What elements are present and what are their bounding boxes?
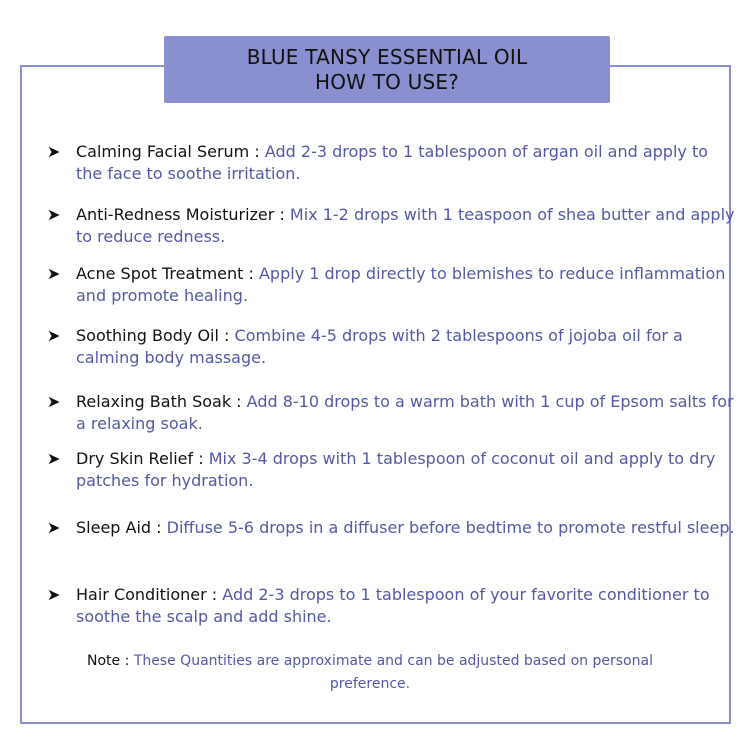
item-label: Acne Spot Treatment : [76,264,254,283]
item-description: Add 2-3 drops to 1 tablespoon of your favorite conditioner to soothe the scalp and add shine. [76,585,710,626]
item-description: Add 2-3 drops to 1 tablespoon of argan oil and apply to the face to soothe irritation. [76,142,709,183]
arrowhead-bullet-icon: ➤ [47,326,61,345]
item-description: Apply 1 drop directly to blemishes to reduce inflammation and promote healing. [76,264,726,305]
arrowhead-bullet-icon: ➤ [47,518,61,537]
arrowhead-bullet-icon: ➤ [47,585,61,604]
title-line-2: HOW TO USE? [314,70,460,94]
title-line-1: BLUE TANSY ESSENTIAL OIL [246,45,528,69]
item-label: Soothing Body Oil : [76,326,230,345]
item-description: Combine 4-5 drops with 2 tablespoons of jojoba oil for a calming body massage. [76,326,683,367]
item-label: Sleep Aid : [76,518,162,537]
item-description: Add 8-10 drops to a warm bath with 1 cup of Epsom salts for a relaxing soak. [76,392,734,433]
footnote [60,650,680,696]
arrowhead-bullet-icon: ➤ [47,142,61,161]
arrowhead-bullet-icon: ➤ [47,392,61,411]
item-description: Mix 3-4 drops with 1 tablespoon of coconut oil and apply to dry patches for hydration. [76,449,716,490]
item-label: Hair Conditioner : [76,585,218,604]
title-banner [164,36,610,103]
arrowhead-bullet-icon: ➤ [47,264,61,283]
arrowhead-bullet-icon: ➤ [47,449,61,468]
item-label: Relaxing Bath Soak : [76,392,242,411]
item-description: Mix 1-2 drops with 1 teaspoon of shea butter and apply to reduce redness. [76,205,735,246]
note-text: These Quantities are approximate and can be adjusted based on personal preference. [133,653,653,692]
item-description: Diffuse 5-6 drops in a diffuser before bedtime to promote restful sleep. [166,518,735,537]
item-label: Calming Facial Serum : [76,142,260,161]
note-label: Note : [87,653,130,669]
arrowhead-bullet-icon: ➤ [47,205,61,224]
item-label: Dry Skin Relief : [76,449,204,468]
item-label: Anti-Redness Moisturizer : [76,205,285,224]
